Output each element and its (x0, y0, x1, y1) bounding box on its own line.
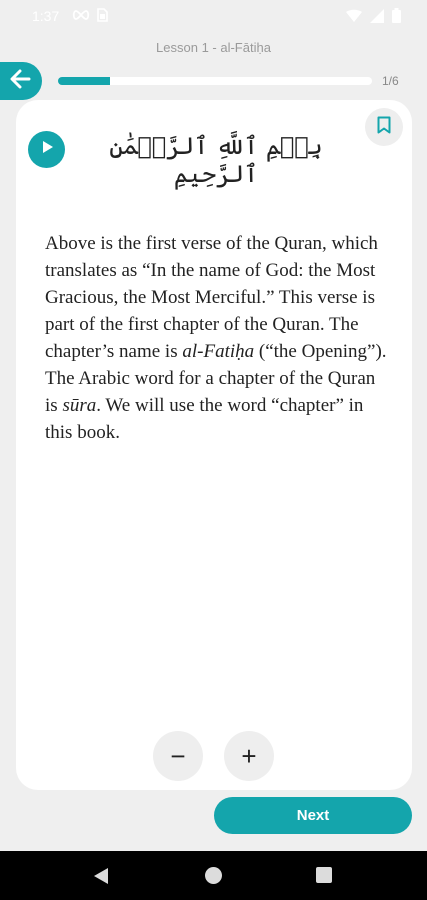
lesson-title: Lesson 1 - al-Fātiḥa (156, 40, 271, 55)
back-button[interactable] (0, 62, 42, 100)
play-audio-button[interactable] (28, 131, 65, 168)
infinity-icon (72, 8, 90, 27)
progress-fill (58, 77, 110, 85)
status-time: 1:37 (32, 8, 60, 24)
sim-card-icon (96, 8, 108, 27)
body-text-emphasis: al-Fatiḥa (182, 341, 255, 362)
increase-text-size-button[interactable]: + (224, 731, 274, 781)
bookmark-icon (377, 116, 391, 139)
progress-bar (58, 77, 372, 85)
battery-icon (392, 8, 401, 23)
body-text-part: Above is the first verse of the Quran, which translates as “In the name of God: the Most Gracious, the Most Merciful.” This verse is part of the first chapter of the Quran. The chapter’s name is (45, 233, 378, 362)
arabic-verse: بِسۡمِ ٱللَّهِ ٱلرَّحۡمَٰنِ ٱلرَّحِيمِ (109, 132, 323, 188)
progress-counter: 1/6 (382, 74, 399, 88)
status-bar (0, 0, 427, 34)
play-icon (40, 140, 54, 159)
next-button[interactable]: Next (214, 797, 412, 834)
nav-recents-icon[interactable] (316, 867, 332, 883)
bookmark-button[interactable] (365, 108, 403, 146)
status-right-icons (346, 8, 401, 23)
wifi-icon (346, 9, 362, 23)
lesson-body-text (45, 230, 390, 446)
lesson-card (16, 100, 412, 790)
status-left-icons (72, 8, 108, 27)
nav-home-icon[interactable] (205, 867, 222, 884)
decrease-text-size-button[interactable]: − (153, 731, 203, 781)
body-text-part: . We will use the word “chapter” in this book. (45, 395, 364, 443)
body-text-emphasis: sūra (62, 395, 97, 416)
nav-back-icon[interactable] (93, 867, 109, 890)
body-text-part: (“the Opening”). The Arabic word for a chapter of the Quran is (45, 341, 387, 416)
signal-icon (370, 9, 384, 23)
system-navigation-bar (0, 851, 427, 900)
arrow-left-icon (9, 69, 31, 94)
